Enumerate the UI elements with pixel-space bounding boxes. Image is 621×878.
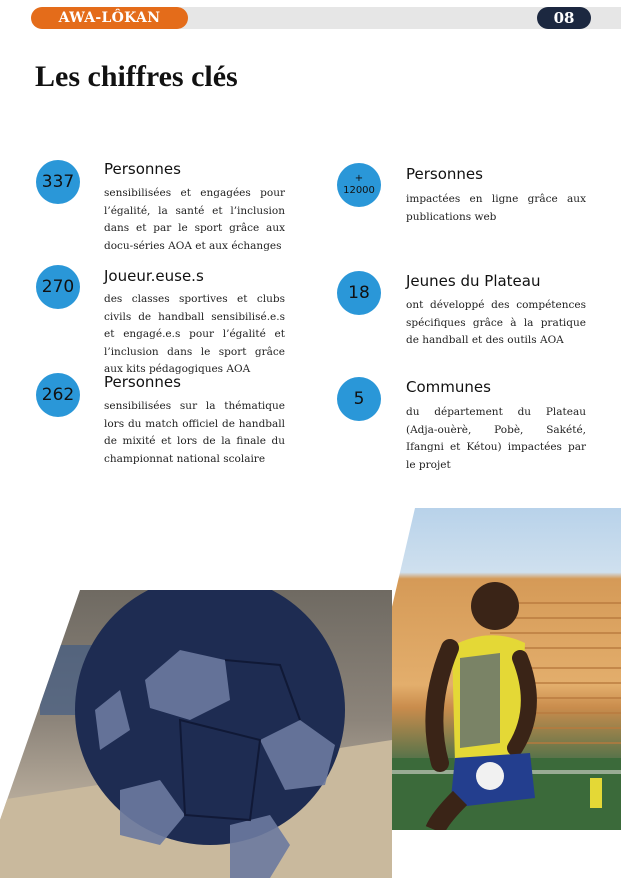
stat-number: 18	[348, 283, 370, 303]
stat-title: Personnes	[104, 160, 181, 178]
stat-description: sensibilisées sur la thématique lors du match officiel de handball de mixité et lors de la finale du championnat national scolaire	[104, 400, 285, 465]
stat-title: Personnes	[406, 165, 483, 183]
stat-description: sensibilisées et engagées pour l’égalité, la santé et l’inclusion dans et par le sport grâce aux docu-séries AOA et aux échanges	[104, 187, 285, 252]
stat-number: 262	[41, 385, 75, 405]
stat-number-badge	[36, 265, 80, 309]
stat-title: Joueur.euse.s	[104, 267, 204, 285]
page-number: 08	[537, 7, 591, 29]
page-title: Les chiffres clés	[35, 60, 238, 93]
stat-number: 12000	[343, 185, 375, 196]
stat-description: ont développé des compétences spécifiques grâce à la pratique de handball et des outils AOA	[406, 299, 586, 346]
stat-number: 337	[41, 172, 75, 192]
stat-number: 270	[41, 277, 75, 297]
stat-title: Communes	[406, 378, 491, 396]
football-photo	[0, 590, 392, 878]
stat-number-badge	[36, 373, 80, 417]
football-photo-art	[0, 590, 392, 878]
stat-number-badge	[36, 160, 80, 204]
brand-label: AWA-LÔKAN	[31, 7, 188, 29]
stat-number-badge	[337, 271, 381, 315]
stat-number-prefix: +	[354, 173, 364, 184]
stat-title: Personnes	[104, 373, 181, 391]
stat-description: du département du Plateau (Adja-ouèrè, Pobè, Sakété, Ifangni et Kétou) impactées par le projet	[406, 406, 586, 471]
stat-description: des classes sportives et clubs civils de handball sensibilisé.e.s et engagé.e.s pour l’égalité et l’inclusion dans le sport grâce aux kits pédagogiques AOA	[104, 293, 285, 375]
stat-number-badge	[337, 163, 381, 207]
stat-description: impactées en ligne grâce aux publications web	[406, 193, 586, 223]
stat-number-badge	[337, 377, 381, 421]
stat-number: 5	[353, 389, 365, 409]
stat-title: Jeunes du Plateau	[406, 272, 541, 290]
